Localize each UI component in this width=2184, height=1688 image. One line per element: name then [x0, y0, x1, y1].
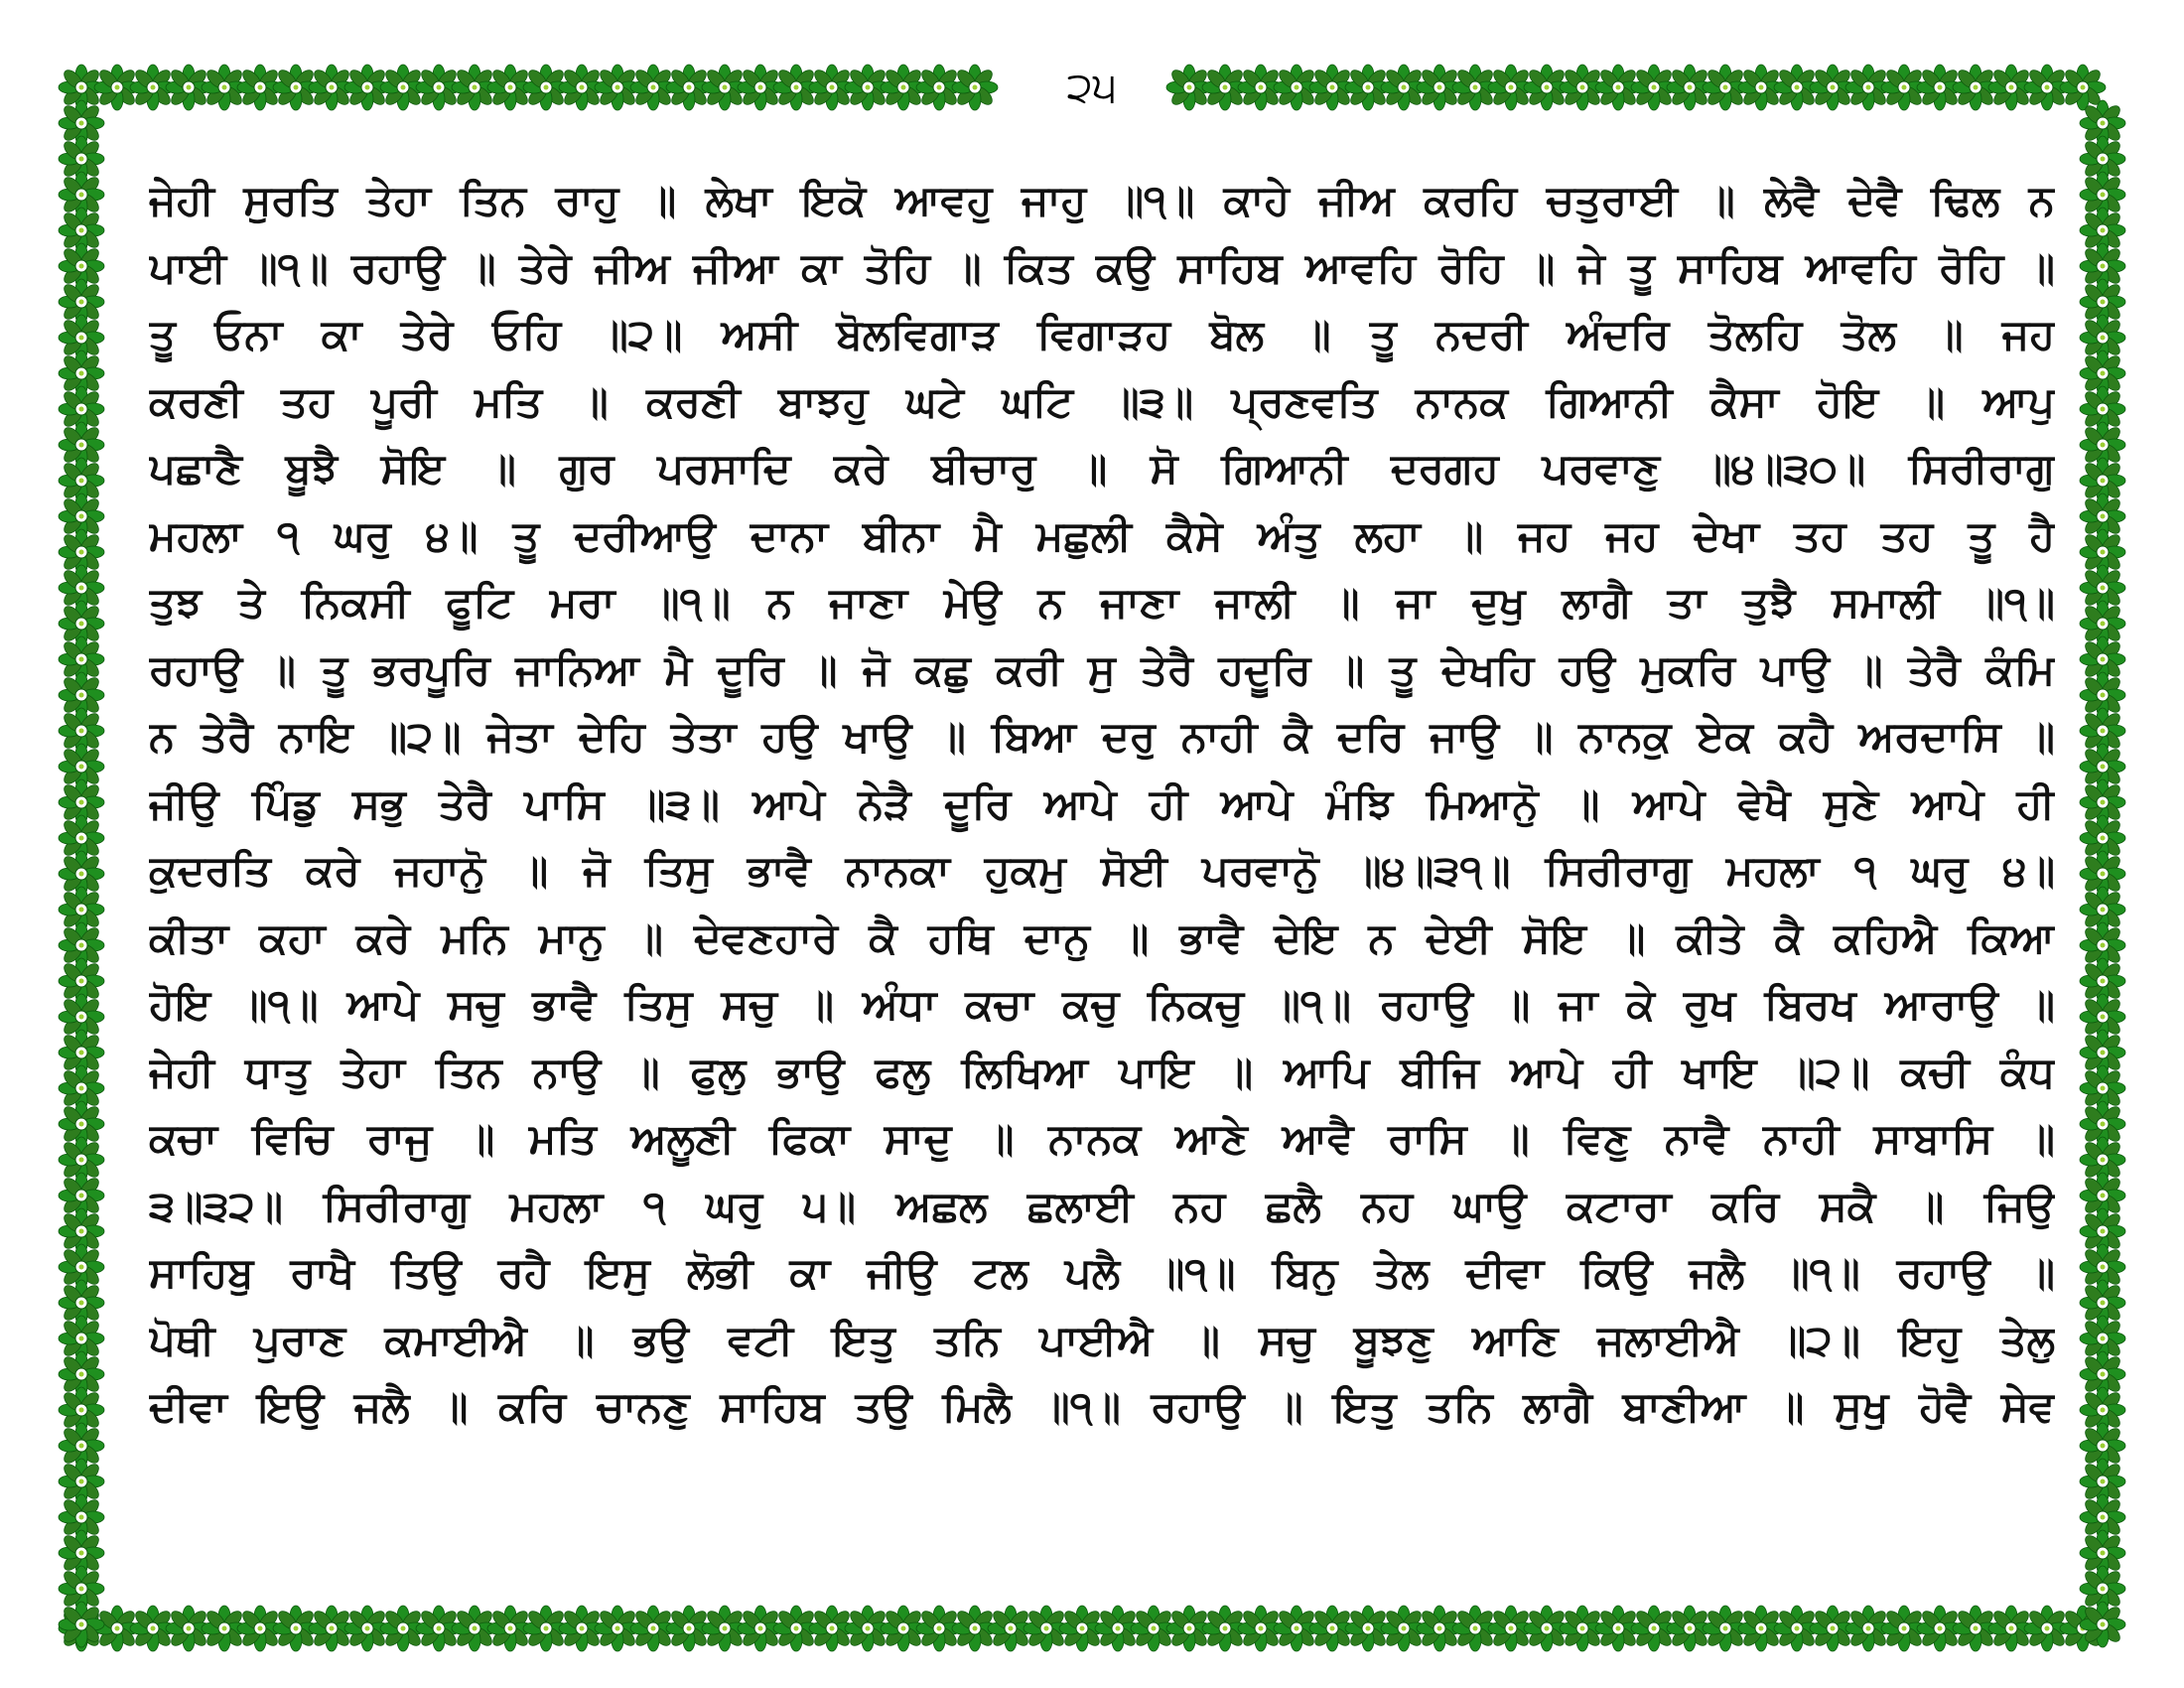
- text-line: ਕੀਤਾ ਕਹਾ ਕਰੇ ਮਨਿ ਮਾਨੁ ॥ ਦੇਵਣਹਾਰੇ ਕੈ ਹਥਿ ਦਾਨੁ ॥ ਭਾਵੈ ਦੇਇ ਨ ਦੇਈ ਸੋਇ ॥ ਕੀਤੇ ਕੈ ਕਹਿਐ ਕਿਆ: [149, 913, 2055, 962]
- text-line: ਕਰਣੀ ਤਹ ਪੂਰੀ ਮਤਿ ॥ ਕਰਣੀ ਬਾਝਹੁ ਘਟੇ ਘਟਿ ॥੩॥ ਪ੍ਰਣਵਤਿ ਨਾਨਕ ਗਿਆਨੀ ਕੈਸਾ ਹੋਇ ॥ ਆਪੁ: [149, 376, 2055, 426]
- text-line: ਤੁਝ ਤੇ ਨਿਕਸੀ ਫੂਟਿ ਮਰਾ ॥੧॥ ਨ ਜਾਣਾ ਮੇਉ ਨ ਜਾਣਾ ਜਾਲੀ ॥ ਜਾ ਦੁਖੁ ਲਾਗੈ ਤਾ ਤੁਝੈ ਸਮਾਲੀ ॥੧॥: [149, 578, 2055, 627]
- text-line: ਕੁਦਰਤਿ ਕਰੇ ਜਹਾਨੋੁ ॥ ਜੋ ਤਿਸੁ ਭਾਵੈ ਨਾਨਕਾ ਹੁਕਮੁ ਸੋਈ ਪਰਵਾਨੋੁ ॥੪॥੩੧॥ ਸਿਰੀਰਾਗੁ ਮਹਲਾ ੧ ਘਰੁ ੪॥: [149, 846, 2055, 895]
- text-line: ਨ ਤੇਰੈ ਨਾਇ ॥੨॥ ਜੇਤਾ ਦੇਹਿ ਤੇਤਾ ਹਉ ਖਾਉ ॥ ਬਿਆ ਦਰੁ ਨਾਹੀ ਕੈ ਦਰਿ ਜਾਉ ॥ ਨਾਨਕੁ ਏਕ ਕਹੈ ਅਰਦਾਸਿ ॥: [149, 712, 2055, 761]
- text-line: ਹੋਇ ॥੧॥ ਆਪੇ ਸਚੁ ਭਾਵੈ ਤਿਸੁ ਸਚੁ ॥ ਅੰਧਾ ਕਚਾ ਕਚੁ ਨਿਕਚੁ ॥੧॥ ਰਹਾਉ ॥ ਜਾ ਕੇ ਰੁਖ ਬਿਰਖ ਆਰਾਉ ॥: [149, 980, 2055, 1029]
- text-line: ੩॥੩੨॥ ਸਿਰੀਰਾਗੁ ਮਹਲਾ ੧ ਘਰੁ ੫॥ ਅਛਲ ਛਲਾਈ ਨਹ ਛਲੈ ਨਹ ਘਾਉ ਕਟਾਰਾ ਕਰਿ ਸਕੈ ॥ ਜਿਉ: [149, 1181, 2055, 1230]
- text-line: ਰਹਾਉ ॥ ਤੂ ਭਰਪੂਰਿ ਜਾਨਿਆ ਮੈ ਦੂਰਿ ॥ ਜੋ ਕਛੁ ਕਰੀ ਸੁ ਤੇਰੈ ਹਦੂਰਿ ॥ ਤੂ ਦੇਖਹਿ ਹਉ ਮੁਕਰਿ ਪਾਉ ॥ ਤੇਰੈ ਕੰਮਿ: [149, 644, 2055, 694]
- text-line: ਸਾਹਿਬੁ ਰਾਖੈ ਤਿਉ ਰਹੈ ਇਸੁ ਲੋਭੀ ਕਾ ਜੀਉ ਟਲ ਪਲੈ ॥੧॥ ਬਿਨੁ ਤੇਲ ਦੀਵਾ ਕਿਉ ਜਲੈ ॥੧॥ ਰਹਾਉ ॥: [149, 1248, 2055, 1297]
- text-line: ਜੇਹੀ ਧਾਤੁ ਤੇਹਾ ਤਿਨ ਨਾਉ ॥ ਫੁਲੁ ਭਾਉ ਫਲੁ ਲਿਖਿਆ ਪਾਇ ॥ ਆਪਿ ਬੀਜਿ ਆਪੇ ਹੀ ਖਾਇ ॥੨॥ ਕਚੀ ਕੰਧ: [149, 1047, 2055, 1096]
- text-line: ਜੀਉ ਪਿੰਡੁ ਸਭੁ ਤੇਰੈ ਪਾਸਿ ॥੩॥ ਆਪੇ ਨੇੜੈ ਦੂਰਿ ਆਪੇ ਹੀ ਆਪੇ ਮੰਝਿ ਮਿਆਨੋੁ ॥ ਆਪੇ ਵੇਖੈ ਸੁਣੇ ਆਪੇ ਹੀ: [149, 778, 2055, 828]
- flower-icon: [952, 65, 998, 110]
- text-line: ਪਛਾਣੈ ਬੂਝੈ ਸੋਇ ॥ ਗੁਰ ਪਰਸਾਦਿ ਕਰੇ ਬੀਚਾਰੁ ॥ ਸੋ ਗਿਆਨੀ ਦਰਗਹ ਪਰਵਾਣੁ ॥੪॥੩੦॥ ਸਿਰੀਰਾਗੁ: [149, 444, 2055, 492]
- page-number: ੨੫: [1027, 58, 1157, 117]
- text-line: ਦੀਵਾ ਇਉ ਜਲੈ ॥ ਕਰਿ ਚਾਨਣੁ ਸਾਹਿਬ ਤਉ ਮਿਲੈ ॥੧॥ ਰਹਾਉ ॥ ਇਤੁ ਤਨਿ ਲਾਗੈ ਬਾਣੀਆ ॥ ਸੁਖੁ ਹੋਵੈ ਸੇਵ: [149, 1382, 2055, 1431]
- text-line: ਤੂ ਓਨਾ ਕਾ ਤੇਰੇ ਓਹਿ ॥੨॥ ਅਸੀ ਬੋਲਵਿਗਾੜ ਵਿਗਾੜਹ ਬੋਲ ॥ ਤੂ ਨਦਰੀ ਅੰਦਰਿ ਤੋਲਹਿ ਤੋਲ ॥ ਜਹ: [149, 310, 2055, 358]
- text-line: ਕਚਾ ਵਿਚਿ ਰਾਜੁ ॥ ਮਤਿ ਅਲੂਣੀ ਫਿਕਾ ਸਾਦੁ ॥ ਨਾਨਕ ਆਣੇ ਆਵੈ ਰਾਸਿ ॥ ਵਿਣੁ ਨਾਵੈ ਨਾਹੀ ਸਾਬਾਸਿ ॥: [149, 1114, 2055, 1163]
- text-line: ਜੇਹੀ ਸੁਰਤਿ ਤੇਹਾ ਤਿਨ ਰਾਹੁ ॥ ਲੇਖਾ ਇਕੋ ਆਵਹੁ ਜਾਹੁ ॥੧॥ ਕਾਹੇ ਜੀਅ ਕਰਹਿ ਚਤੁਰਾਈ ॥ ਲੇਵੈ ਦੇਵੈ ਢਿਲ ਨ: [149, 176, 2055, 224]
- text-line: ਪਾਈ ॥੧॥ ਰਹਾਉ ॥ ਤੇਰੇ ਜੀਅ ਜੀਆ ਕਾ ਤੋਹਿ ॥ ਕਿਤ ਕਉ ਸਾਹਿਬ ਆਵਹਿ ਰੋਹਿ ॥ ਜੇ ਤੂ ਸਾਹਿਬ ਆਵਹਿ ਰੋਹਿ ॥: [149, 242, 2055, 292]
- flower-icon: [59, 1602, 104, 1647]
- flower-icon: [2080, 1602, 2125, 1647]
- gurbani-text-block: [149, 167, 2055, 1441]
- text-line: ਪੋਥੀ ਪੁਰਾਣ ਕਮਾਈਐ ॥ ਭਉ ਵਟੀ ਇਤੁ ਤਨਿ ਪਾਈਐ ॥ ਸਚੁ ਬੂਝਣੁ ਆਣਿ ਜਲਾਈਐ ॥੨॥ ਇਹੁ ਤੇਲੁ: [149, 1315, 2055, 1364]
- text-line: ਮਹਲਾ ੧ ਘਰੁ ੪॥ ਤੂ ਦਰੀਆਉ ਦਾਨਾ ਬੀਨਾ ਮੈ ਮਛੁਲੀ ਕੈਸੇ ਅੰਤੁ ਲਹਾ ॥ ਜਹ ਜਹ ਦੇਖਾ ਤਹ ਤਹ ਤੂ ਹੈ: [149, 510, 2055, 560]
